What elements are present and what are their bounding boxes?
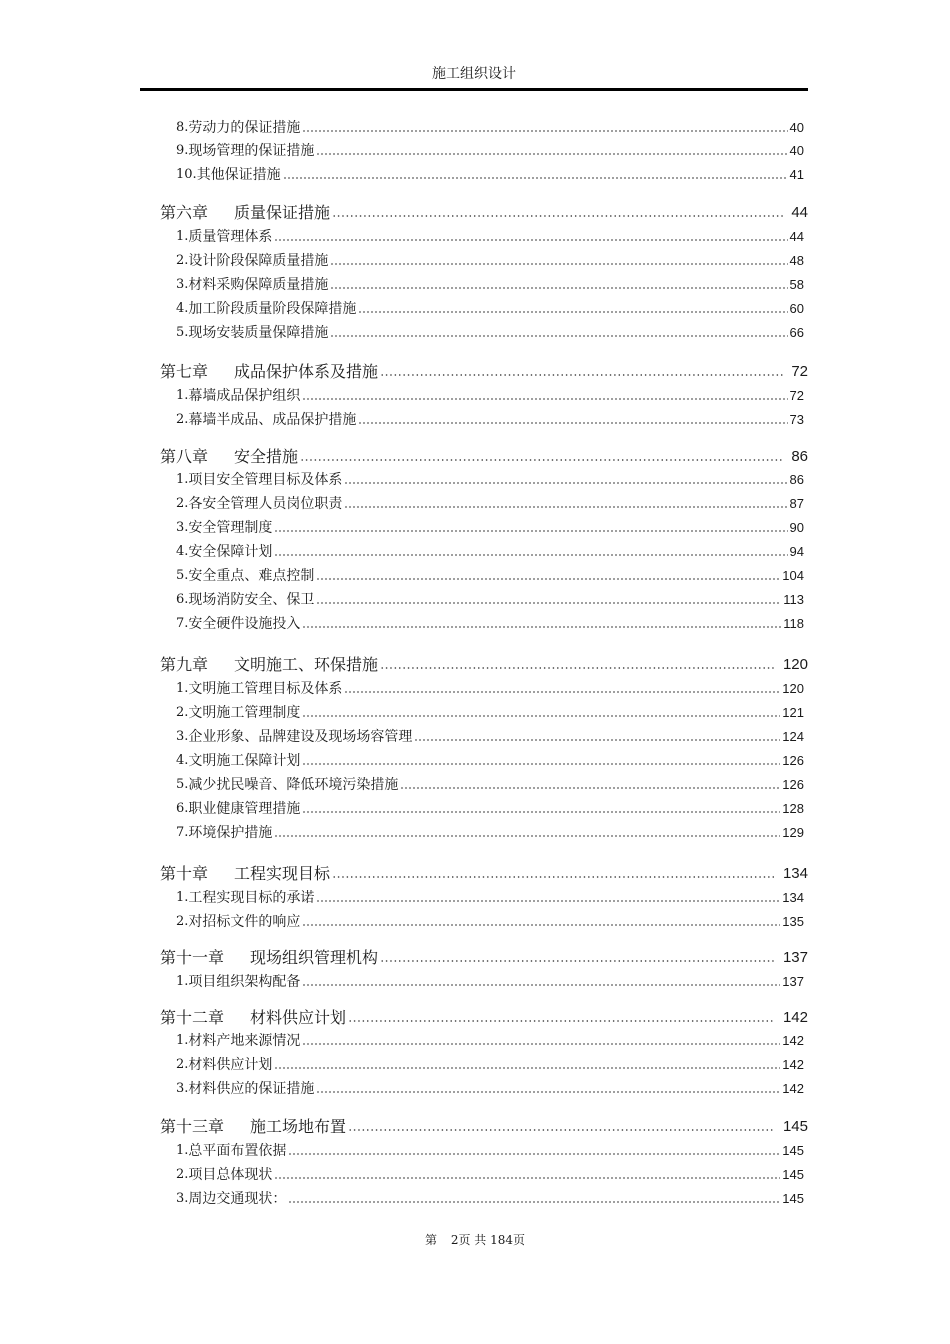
- page-number: 142: [782, 1033, 804, 1048]
- chapter-title: 工程实现目标: [234, 864, 331, 883]
- page-number: 41: [789, 167, 804, 182]
- footer-current-page: 2: [450, 1233, 459, 1247]
- section-title: 材料供应计划: [188, 1057, 273, 1073]
- toc-section-entry[interactable]: [176, 775, 804, 795]
- section-number: 1.: [176, 681, 189, 696]
- dot-leader: [358, 421, 787, 425]
- section-number: 1.: [176, 472, 189, 487]
- toc-section-entry[interactable]: [176, 227, 804, 247]
- chapter-number: 第六章: [160, 203, 209, 222]
- section-title: 各安全管理人员岗位职责: [188, 496, 343, 512]
- dot-leader: [302, 810, 780, 814]
- dot-leader: [302, 714, 780, 718]
- page-number: 86: [791, 448, 808, 465]
- section-title: 现场消防安全、保卫: [188, 592, 315, 608]
- toc-chapter-entry[interactable]: [160, 1007, 808, 1029]
- toc-section-entry[interactable]: [176, 1189, 804, 1209]
- toc-section-entry[interactable]: [176, 1031, 804, 1051]
- section-title: 总平面布置依据: [188, 1143, 287, 1159]
- toc-section-entry[interactable]: [176, 751, 804, 771]
- dot-leader: [400, 786, 780, 790]
- section-title: 项目安全管理目标及体系: [188, 472, 343, 488]
- dot-leader: [332, 875, 775, 879]
- section-title: 项目总体现状: [188, 1167, 273, 1183]
- section-number: 2.: [176, 705, 189, 720]
- dot-leader: [316, 601, 781, 605]
- section-number: 6.: [176, 592, 189, 607]
- section-number: 1.: [176, 388, 189, 403]
- toc-section-entry[interactable]: [176, 494, 804, 514]
- chapter-title: 成品保护体系及措施: [234, 362, 379, 381]
- toc-section-entry[interactable]: [176, 470, 804, 490]
- page-number: 134: [782, 890, 804, 905]
- chapter-title: 安全措施: [234, 447, 299, 466]
- section-title: 质量管理体系: [188, 229, 273, 245]
- section-number: 4.: [176, 301, 189, 316]
- section-number: 3.: [176, 1081, 189, 1096]
- toc-chapter-entry[interactable]: [160, 361, 808, 383]
- section-title: 劳动力的保证措施: [188, 120, 301, 136]
- toc-section-entry[interactable]: [176, 972, 804, 992]
- page-number: 72: [789, 388, 804, 403]
- page-number: 134: [782, 865, 808, 882]
- footer-mid: 页 共: [458, 1233, 487, 1247]
- section-number: 10.: [176, 167, 197, 182]
- page-number: 87: [789, 496, 804, 511]
- page-number: 60: [789, 301, 804, 316]
- toc-section-entry[interactable]: [176, 1055, 804, 1075]
- chapter-title: 文明施工、环保措施: [234, 655, 379, 674]
- section-title: 其他保证措施: [196, 167, 281, 183]
- section-title: 工程实现目标的承诺: [188, 890, 315, 906]
- section-title: 加工阶段质量阶段保障措施: [188, 301, 357, 317]
- dot-leader: [344, 690, 780, 694]
- section-title: 项目组织架构配备: [188, 974, 301, 990]
- section-number: 3.: [176, 520, 189, 535]
- section-title: 文明施工管理目标及体系: [188, 681, 343, 697]
- dot-leader: [344, 481, 787, 485]
- dot-leader: [316, 899, 780, 903]
- dot-leader: [274, 529, 787, 533]
- page-number: 118: [783, 616, 804, 631]
- toc-section-entry[interactable]: [176, 299, 804, 319]
- page-number: 145: [782, 1167, 804, 1182]
- chapter-number: 第十章: [160, 864, 209, 883]
- dot-leader: [283, 176, 788, 180]
- toc-section-entry[interactable]: [176, 590, 804, 610]
- chapter-title: 质量保证措施: [234, 203, 331, 222]
- section-number: 8.: [176, 120, 189, 135]
- dot-leader: [344, 505, 787, 509]
- section-number: 2.: [176, 914, 189, 929]
- page-number: 142: [782, 1081, 804, 1096]
- section-title: 减少扰民噪音、降低环境污染措施: [188, 777, 399, 793]
- toc-section-entry[interactable]: [176, 566, 804, 586]
- page-number: 142: [782, 1009, 808, 1026]
- section-number: 5.: [176, 325, 189, 340]
- chapter-number: 第七章: [160, 362, 209, 381]
- page-number: 137: [782, 949, 808, 966]
- toc-section-entry[interactable]: [176, 799, 804, 819]
- toc-section-entry[interactable]: [176, 1141, 804, 1161]
- toc-section-entry[interactable]: [176, 118, 804, 138]
- section-number: 7.: [176, 825, 189, 840]
- dot-leader: [414, 738, 780, 742]
- section-title: 对招标文件的响应: [188, 914, 301, 930]
- dot-leader: [302, 983, 780, 987]
- chapter-title: 材料供应计划: [250, 1008, 347, 1027]
- section-title: 材料供应的保证措施: [188, 1081, 315, 1097]
- dot-leader: [302, 923, 780, 927]
- toc-chapter-entry[interactable]: [160, 1116, 808, 1138]
- section-title: 文明施工保障计划: [188, 753, 301, 769]
- page-number: 104: [782, 568, 804, 583]
- dot-leader: [332, 214, 783, 218]
- toc-section-entry[interactable]: [176, 323, 804, 343]
- page-number: 145: [782, 1191, 804, 1206]
- toc-section-entry[interactable]: [176, 165, 804, 185]
- page-number: 40: [789, 143, 804, 158]
- page-number: 126: [782, 777, 804, 792]
- footer-suffix: 页: [513, 1233, 526, 1247]
- section-title: 材料产地来源情况: [188, 1033, 301, 1049]
- page-number: 113: [783, 592, 804, 607]
- toc-chapter-entry[interactable]: [160, 863, 808, 885]
- dot-leader: [274, 1176, 780, 1180]
- page-number: 124: [782, 729, 804, 744]
- page-number: 86: [789, 472, 804, 487]
- dot-leader: [330, 334, 787, 338]
- toc-section-entry[interactable]: [176, 1079, 804, 1099]
- dot-leader: [288, 1152, 780, 1156]
- section-number: 2.: [176, 253, 189, 268]
- toc-section-entry[interactable]: [176, 679, 804, 699]
- footer-prefix: 第: [424, 1233, 437, 1247]
- section-title: 安全管理制度: [188, 520, 273, 536]
- toc-chapter-entry[interactable]: [160, 947, 808, 969]
- dot-leader: [330, 262, 787, 266]
- section-number: 3.: [176, 277, 189, 292]
- chapter-number: 第九章: [160, 655, 209, 674]
- chapter-number: 第十三章: [160, 1117, 225, 1136]
- toc-section-entry[interactable]: [176, 823, 804, 843]
- dot-leader: [302, 762, 780, 766]
- dot-leader: [274, 238, 787, 242]
- toc-section-entry[interactable]: [176, 727, 804, 747]
- chapter-number: 第十一章: [160, 948, 225, 967]
- chapter-title: 现场组织管理机构: [250, 948, 379, 967]
- dot-leader: [316, 1090, 780, 1094]
- page-number: 48: [789, 253, 804, 268]
- page-number: 135: [782, 914, 804, 929]
- dot-leader: [358, 310, 787, 314]
- page-number: 120: [782, 656, 808, 673]
- section-number: 4.: [176, 544, 189, 559]
- dot-leader: [274, 553, 787, 557]
- chapter-title: 施工场地布置: [250, 1117, 347, 1136]
- dot-leader: [380, 959, 775, 963]
- dot-leader: [380, 373, 783, 377]
- section-title: 现场安装质量保障措施: [188, 325, 329, 341]
- chapter-number: 第十二章: [160, 1008, 225, 1027]
- page-number: 94: [789, 544, 804, 559]
- page-number: 58: [789, 277, 804, 292]
- toc-section-entry[interactable]: [176, 888, 804, 908]
- section-number: 4.: [176, 753, 189, 768]
- section-number: 2.: [176, 1167, 189, 1182]
- section-title: 周边交通现状：: [188, 1191, 287, 1207]
- section-number: 5.: [176, 777, 189, 792]
- page-number: 72: [791, 363, 808, 380]
- section-title: 企业形象、品牌建设及现场场容管理: [188, 729, 413, 745]
- dot-leader: [348, 1019, 775, 1023]
- section-title: 设计阶段保障质量措施: [188, 253, 329, 269]
- page-number: 137: [782, 974, 804, 989]
- running-header: 施工组织设计: [432, 66, 516, 82]
- toc-section-entry[interactable]: [176, 141, 804, 161]
- toc-chapter-entry[interactable]: [160, 446, 808, 468]
- section-number: 2.: [176, 1057, 189, 1072]
- section-title: 材料采购保障质量措施: [188, 277, 329, 293]
- dot-leader: [302, 625, 781, 629]
- dot-leader: [274, 1066, 780, 1070]
- section-title: 安全硬件设施投入: [188, 616, 301, 632]
- dot-leader: [302, 397, 787, 401]
- dot-leader: [316, 152, 787, 156]
- dot-leader: [380, 666, 775, 670]
- toc-chapter-entry[interactable]: [160, 654, 808, 676]
- section-number: 3.: [176, 1191, 189, 1206]
- page-number: 44: [789, 229, 804, 244]
- chapter-number: 第八章: [160, 447, 209, 466]
- section-title: 职业健康管理措施: [188, 801, 301, 817]
- page-number: 129: [782, 825, 804, 840]
- section-title: 环境保护措施: [188, 825, 273, 841]
- section-number: 1.: [176, 229, 189, 244]
- toc-section-entry[interactable]: [176, 251, 804, 271]
- toc-section-entry[interactable]: [176, 275, 804, 295]
- section-number: 5.: [176, 568, 189, 583]
- page-number: 145: [782, 1118, 808, 1135]
- section-number: 1.: [176, 1033, 189, 1048]
- page-number: 73: [789, 412, 804, 427]
- section-title: 安全重点、难点控制: [188, 568, 315, 584]
- toc-section-entry[interactable]: [176, 703, 804, 723]
- section-number: 9.: [176, 143, 189, 158]
- section-number: 7.: [176, 616, 189, 631]
- section-title: 文明施工管理制度: [188, 705, 301, 721]
- page-number: 40: [789, 120, 804, 135]
- toc-chapter-entry[interactable]: [160, 202, 808, 224]
- dot-leader: [316, 577, 780, 581]
- page-number: 126: [782, 753, 804, 768]
- toc-section-entry[interactable]: [176, 410, 804, 430]
- section-title: 现场管理的保证措施: [188, 143, 315, 159]
- toc-section-entry[interactable]: [176, 614, 804, 634]
- section-title: 幕墙成品保护组织: [188, 388, 301, 404]
- section-number: 6.: [176, 801, 189, 816]
- toc-section-entry[interactable]: [176, 518, 804, 538]
- dot-leader: [302, 129, 787, 133]
- dot-leader: [288, 1200, 780, 1204]
- toc-section-entry[interactable]: [176, 1165, 804, 1185]
- page-number: 120: [782, 681, 804, 696]
- section-number: 1.: [176, 974, 189, 989]
- section-title: 幕墙半成品、成品保护措施: [188, 412, 357, 428]
- page-number: 66: [789, 325, 804, 340]
- footer-total-pages: 184: [490, 1233, 514, 1247]
- page-number: 121: [782, 705, 804, 720]
- dot-leader: [300, 458, 783, 462]
- page-number: 128: [782, 801, 804, 816]
- section-number: 2.: [176, 496, 189, 511]
- section-number: 1.: [176, 1143, 189, 1158]
- page-number: 142: [782, 1057, 804, 1072]
- dot-leader: [302, 1042, 780, 1046]
- section-number: 2.: [176, 412, 189, 427]
- dot-leader: [330, 286, 787, 290]
- section-title: 安全保障计划: [188, 544, 273, 560]
- toc-section-entry[interactable]: [176, 386, 804, 406]
- toc-section-entry[interactable]: [176, 542, 804, 562]
- section-number: 3.: [176, 729, 189, 744]
- dot-leader: [274, 834, 780, 838]
- toc-section-entry[interactable]: [176, 912, 804, 932]
- section-number: 1.: [176, 890, 189, 905]
- page-number: 90: [789, 520, 804, 535]
- page-number: 44: [791, 204, 808, 221]
- dot-leader: [348, 1128, 775, 1132]
- page-footer: [0, 1231, 950, 1248]
- page-number: 145: [782, 1143, 804, 1158]
